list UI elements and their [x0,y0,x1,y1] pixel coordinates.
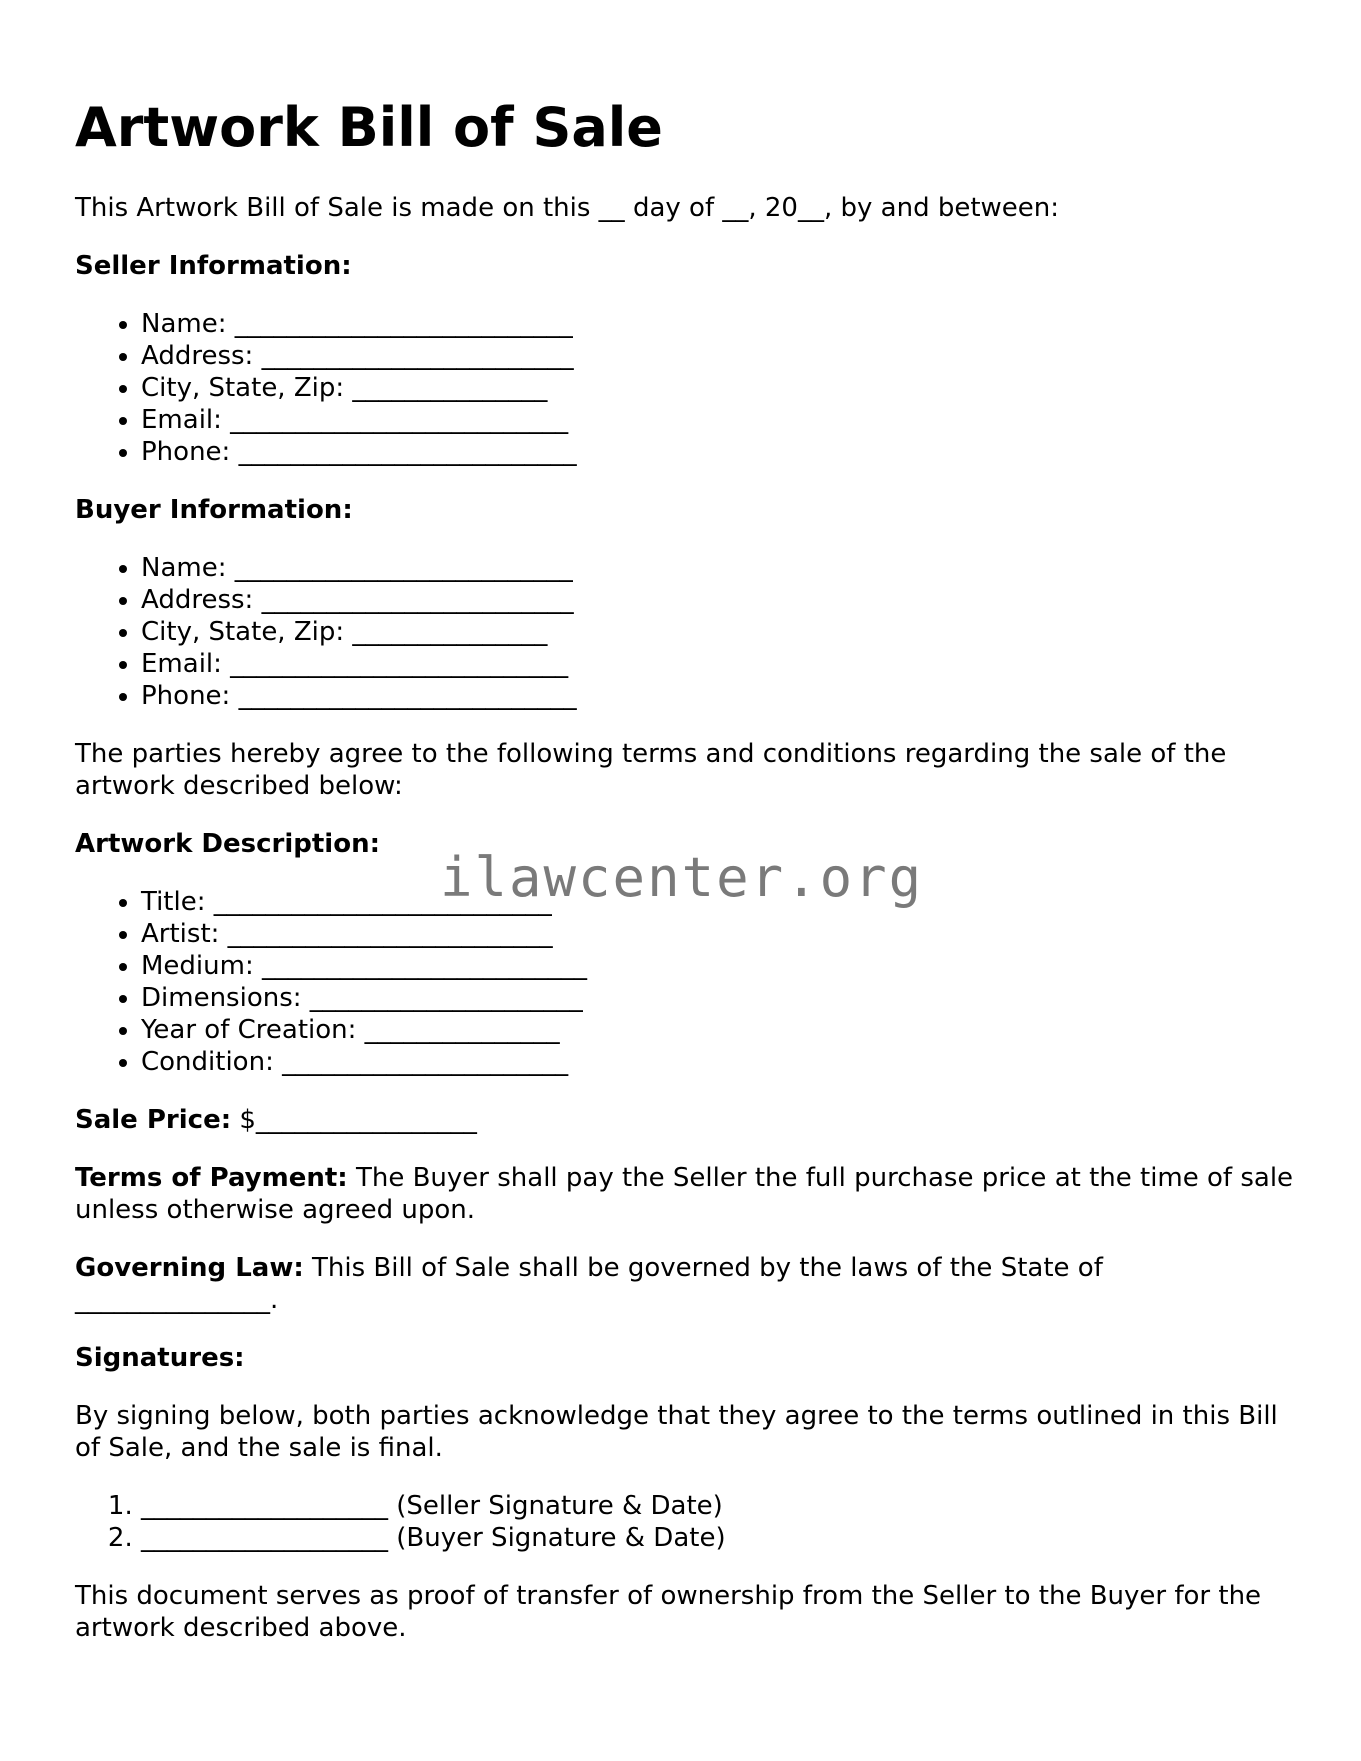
seller-address-field: • Address: ________________________ [141,340,1295,372]
terms-of-payment-text: The Buyer shall pay the Seller the full purchase price at the time of sale unless otherwise agreed upon. [75,1163,1294,1225]
governing-law-label: Governing Law: [75,1253,304,1283]
seller-email-field: • Email: __________________________ [141,404,1295,436]
document-body [75,192,1295,1670]
artwork-artist-field: • Artist: _________________________ [141,918,1295,950]
closing-paragraph: This document serves as proof of transfer of ownership from the Seller to the Buyer for the artwork described above. [75,1581,1262,1643]
buyer-email-field: • Email: __________________________ [141,648,1295,680]
document-title: Artwork Bill of Sale [75,96,663,159]
buyer-field-list [75,552,1295,712]
sale-price-value: $_________________ [231,1105,477,1135]
artwork-heading: Artwork Description: [75,829,380,859]
artwork-dimensions-field: • Dimensions: _____________________ [141,982,1295,1014]
sale-price-paragraph [75,1104,1295,1136]
artwork-title-field: • Title: __________________________ [141,886,1295,918]
governing-law-paragraph [75,1252,1295,1316]
terms-of-payment-paragraph [75,1162,1295,1226]
signatures-paragraph: By signing below, both parties acknowledge that they agree to the terms outlined in this Bill of Sale, and the sale is final. [75,1401,1278,1463]
sale-price-label: Sale Price: [75,1105,232,1135]
governing-law-text: This Bill of Sale shall be governed by the laws of the State of _______________. [75,1253,1103,1315]
buyer-heading: Buyer Information: [75,495,353,525]
buyer-name-field: • Name: __________________________ [141,552,1295,584]
signatures-heading: Signatures: [75,1343,245,1373]
seller-heading: Seller Information: [75,251,352,281]
seller-phone-field: • Phone: __________________________ [141,436,1295,468]
signature-list [75,1490,1295,1554]
seller-field-list [75,308,1295,468]
seller-signature-line: 1. ___________________ (Seller Signature & Date) [141,1490,1295,1522]
buyer-signature-line: 2. ___________________ (Buyer Signature & Date) [141,1522,1295,1554]
artwork-medium-field: • Medium: _________________________ [141,950,1295,982]
artwork-year-field: • Year of Creation: _______________ [141,1014,1295,1046]
agreement-paragraph: The parties hereby agree to the following terms and conditions regarding the sale of the artwork described below: [75,739,1227,801]
artwork-condition-field: • Condition: ______________________ [141,1046,1295,1078]
buyer-phone-field: • Phone: __________________________ [141,680,1295,712]
buyer-address-field: • Address: ________________________ [141,584,1295,616]
seller-name-field: • Name: __________________________ [141,308,1295,340]
seller-city-state-zip-field: • City, State, Zip: _______________ [141,372,1295,404]
artwork-field-list [75,886,1295,1078]
watermark-text: ilawcenter.org [440,846,924,909]
terms-of-payment-label: Terms of Payment: [75,1163,348,1193]
intro-paragraph: This Artwork Bill of Sale is made on this __ day of __, 20__, by and between: [75,193,1060,223]
buyer-city-state-zip-field: • City, State, Zip: _______________ [141,616,1295,648]
